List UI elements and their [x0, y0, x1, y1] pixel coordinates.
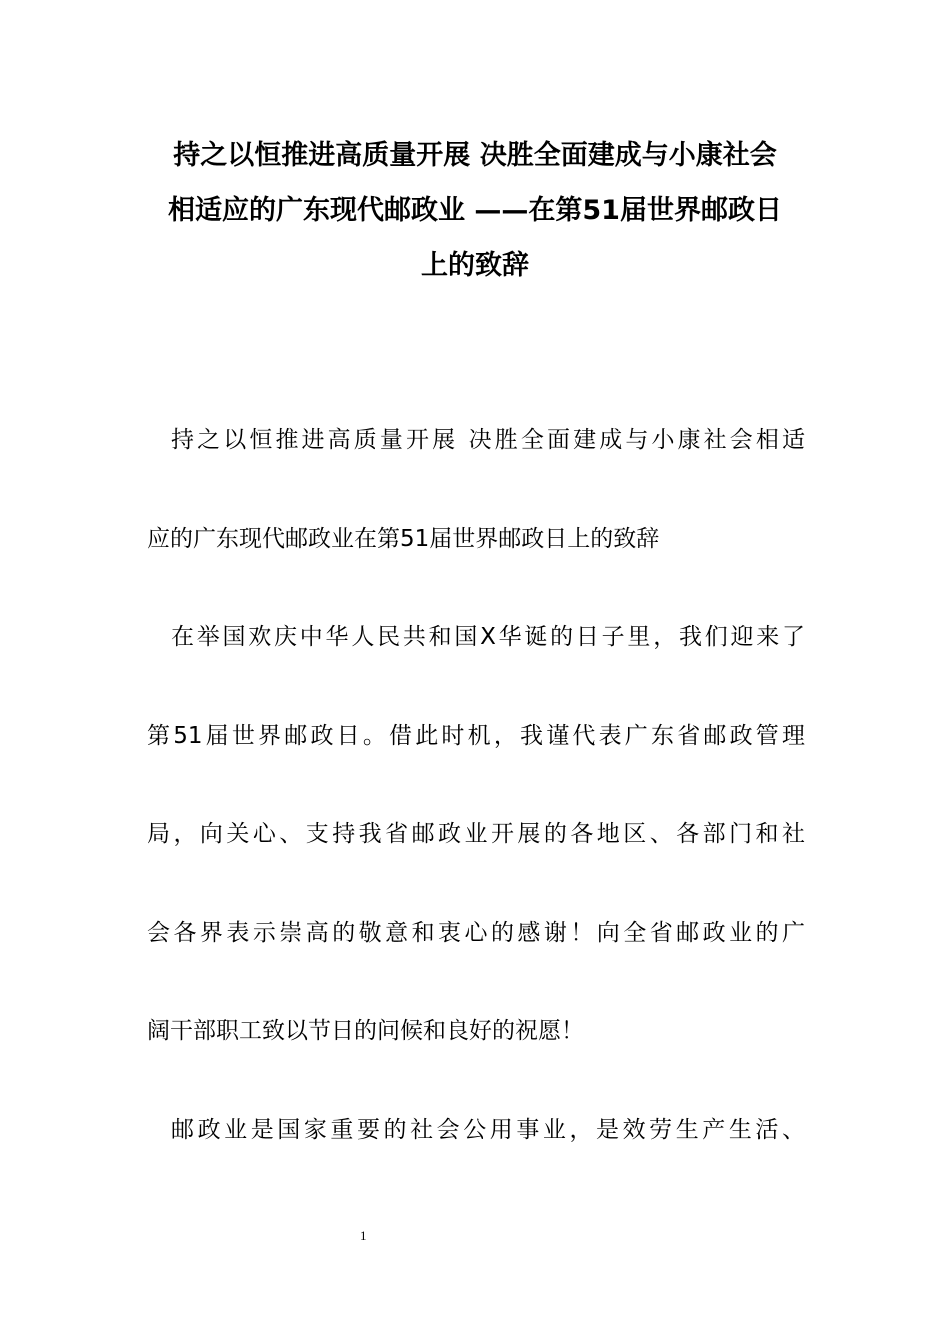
document-body	[147, 391, 805, 1179]
body-line: 在举国欢庆中华人民共和国X华诞的日子里，我们迎来了	[171, 624, 805, 650]
body-line: 第51届世界邮政日。借此时机，我谨代表广东省邮政管理	[147, 722, 805, 749]
body-line: 阔干部职工致以节日的问候和良好的祝愿！	[147, 1018, 584, 1044]
body-line: 局，向关心、支持我省邮政业开展的各地区、各部门和社	[147, 821, 805, 847]
document-title	[140, 128, 810, 293]
title-line-2: 相适应的广东现代邮政业 ——在第51届世界邮政日	[168, 195, 782, 226]
body-line: 会各界表示崇高的敬意和衷心的感谢！向全省邮政业的广	[147, 919, 805, 946]
body-line: 持之以恒推进高质量开展 决胜全面建成与小康社会相适	[171, 427, 805, 453]
title-line-1: 持之以恒推进高质量开展 决胜全面建成与小康社会	[173, 140, 777, 171]
page-number: 1	[360, 1228, 367, 1243]
title-line-3: 上的致辞	[421, 250, 529, 281]
body-line: 邮政业是国家重要的社会公用事业，是效劳生产生活、	[171, 1116, 805, 1143]
body-line: 应的广东现代邮政业在第51届世界邮政日上的致辞	[147, 525, 660, 552]
